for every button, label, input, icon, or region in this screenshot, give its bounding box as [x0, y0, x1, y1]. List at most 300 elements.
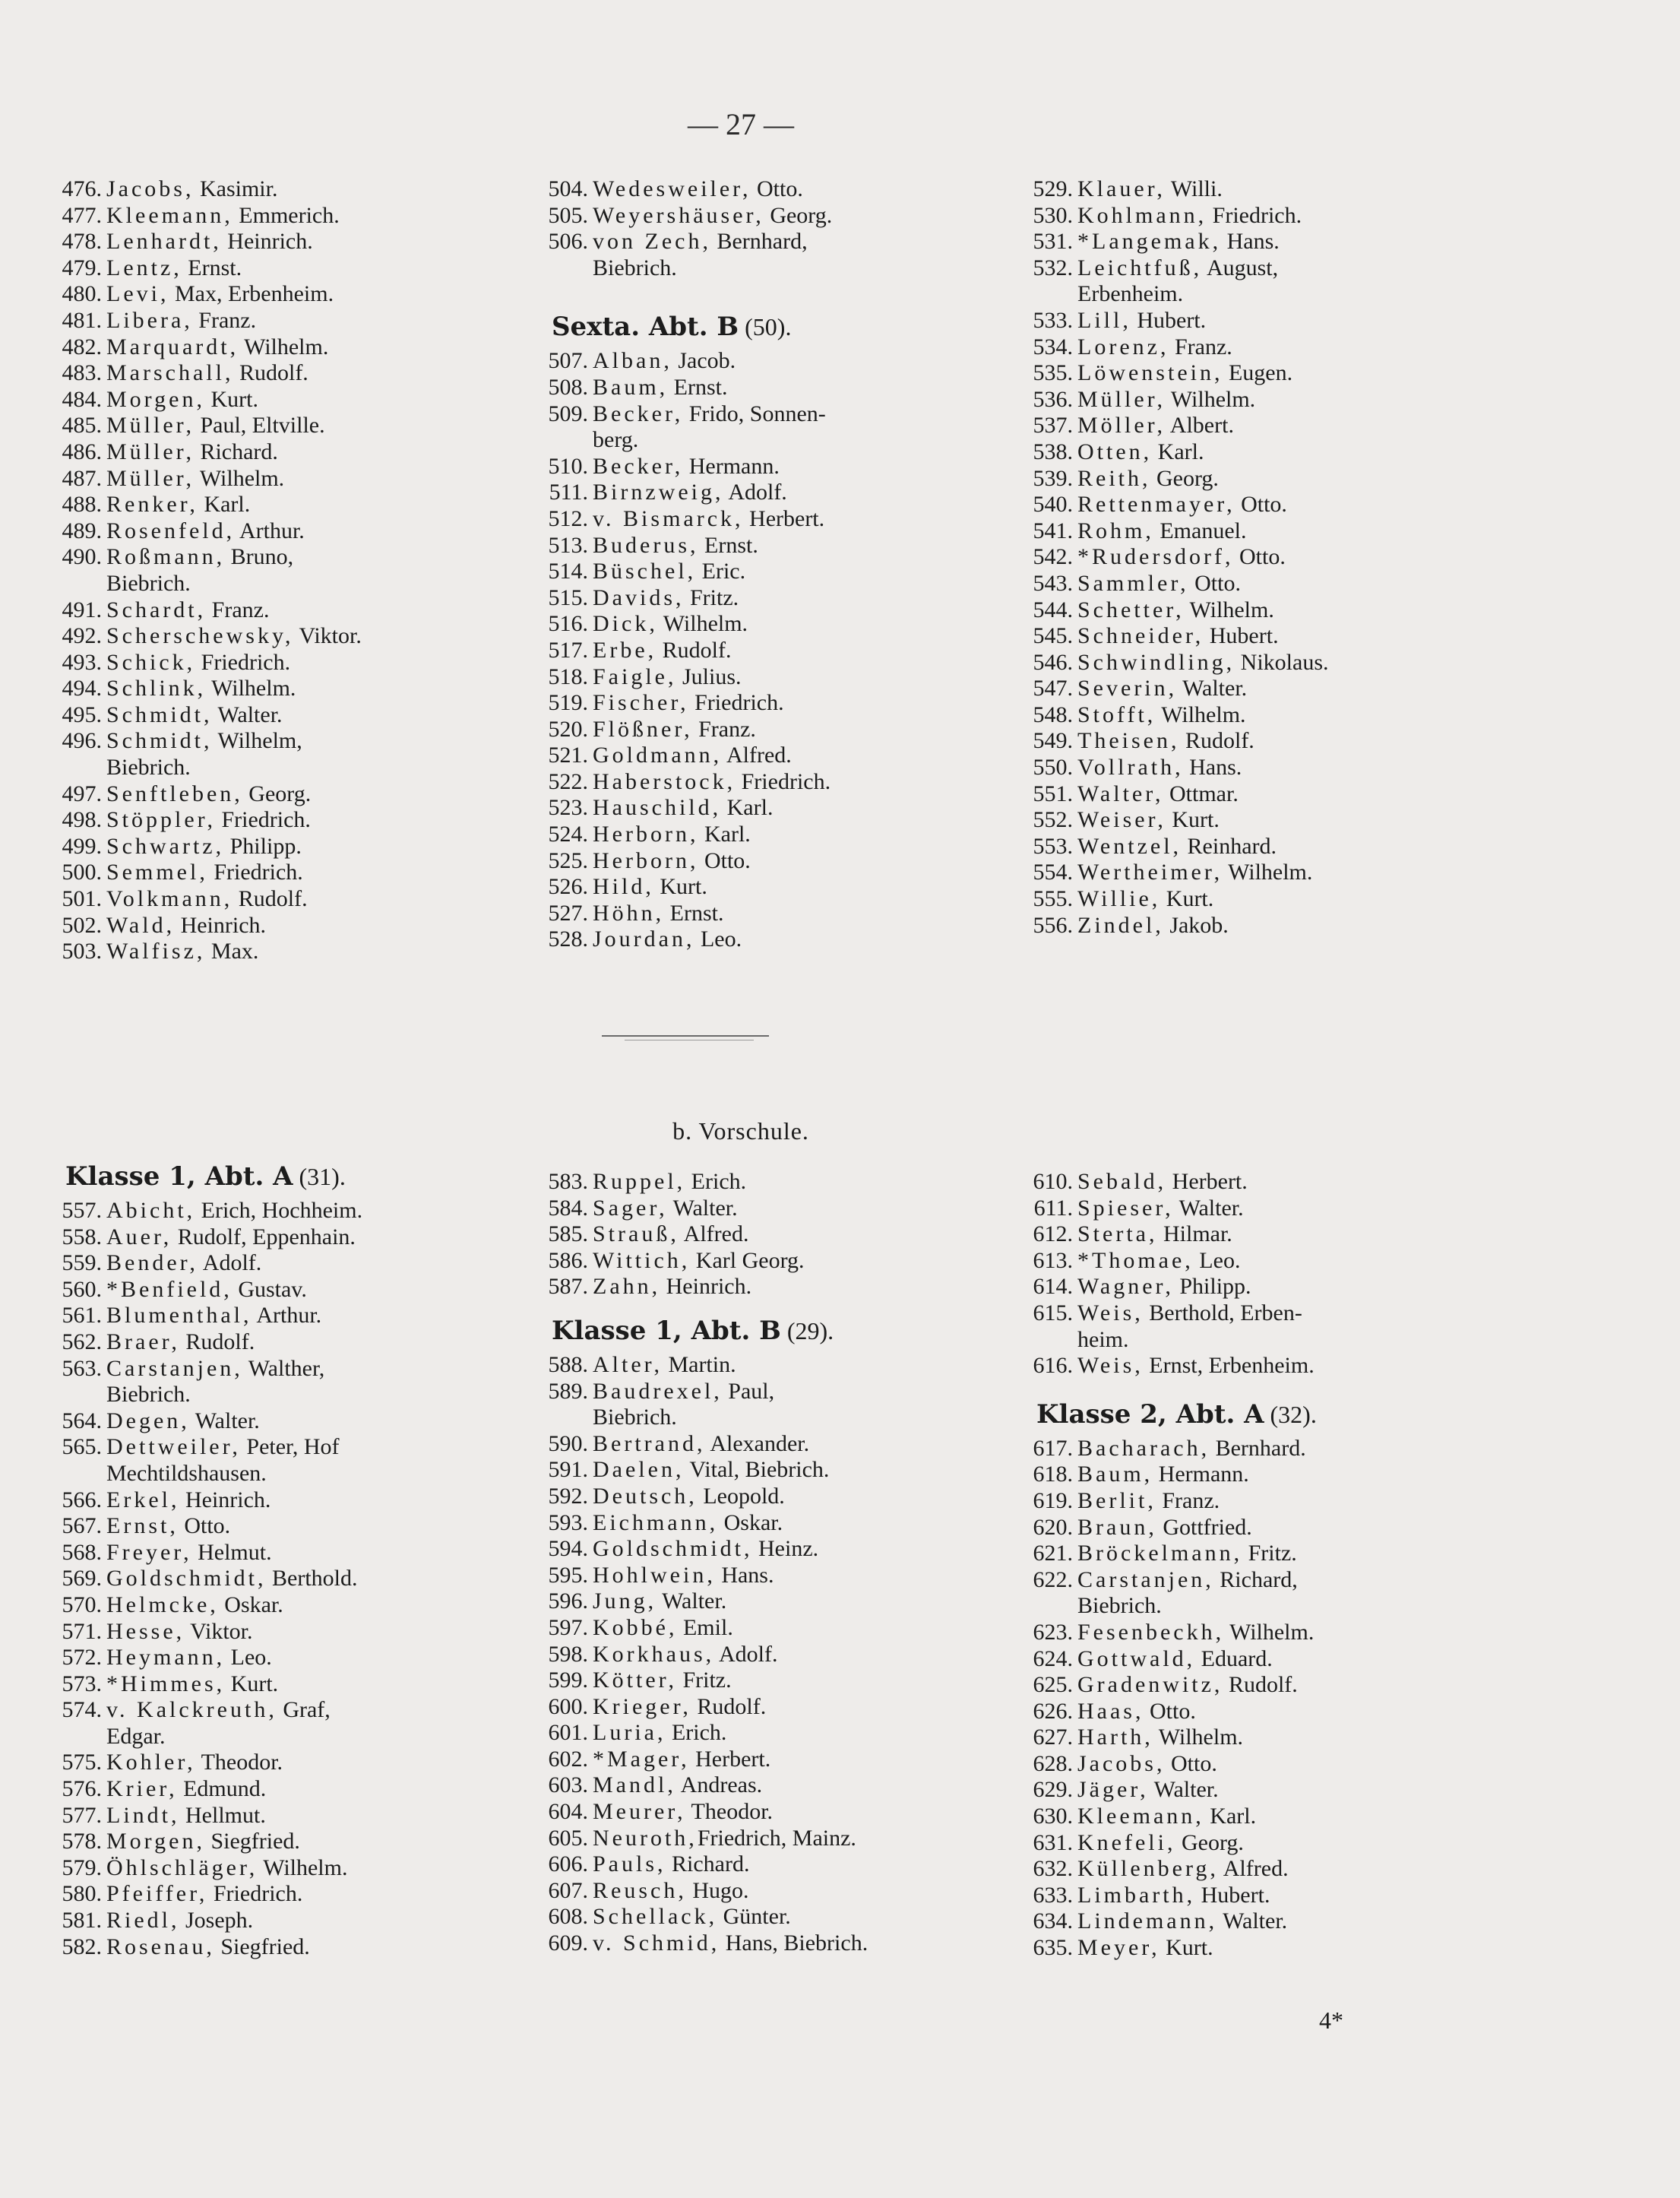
- entry-surname: Dick,: [593, 611, 658, 637]
- entry-surname: Riedl,: [106, 1908, 180, 1934]
- entry-given-name: Berthold.: [266, 1566, 358, 1591]
- list-item: [1014, 334, 1470, 361]
- list-item: [1014, 1169, 1470, 1196]
- entry-given-name: Hans, Biebrich.: [720, 1930, 868, 1956]
- list-item: [529, 690, 985, 717]
- entry-given-name: Rudolf.: [233, 360, 308, 386]
- entry-given-name: Hubert.: [1204, 623, 1279, 649]
- entry-number: 512.: [548, 505, 588, 531]
- list-item: [1014, 1462, 1470, 1488]
- entry-surname: Jäger,: [1077, 1777, 1149, 1803]
- entry-surname: Morgen,: [106, 386, 205, 412]
- list-item: [1014, 229, 1470, 255]
- entry-number: 599.: [548, 1668, 588, 1693]
- entry-given-name: Karl.: [198, 492, 251, 518]
- entry-given-name: Kurt.: [1166, 807, 1220, 833]
- entry-number: 480.: [62, 281, 102, 307]
- entry-number: 503.: [62, 939, 102, 964]
- list-item: [1014, 1620, 1470, 1646]
- entry-surname: Reusch,: [593, 1877, 687, 1903]
- entry-given-name: Franz.: [1169, 334, 1232, 359]
- entry-surname: *Mager,: [593, 1746, 690, 1772]
- entry-given-name: Erich, Hochheim.: [195, 1198, 363, 1223]
- entry-surname: Hild,: [593, 874, 654, 900]
- entry-number: 575.: [62, 1750, 102, 1775]
- list-item: [1014, 492, 1470, 518]
- entry-number: 497.: [62, 781, 102, 806]
- list-item: [43, 1277, 498, 1303]
- list-item: [529, 1615, 985, 1642]
- entry-number: 561.: [62, 1303, 102, 1329]
- column-3-bottom: [1014, 1169, 1470, 1962]
- list-item: [1014, 1488, 1470, 1515]
- list-item: [1014, 623, 1470, 650]
- entry-number: 518.: [548, 664, 588, 689]
- list-item: [1014, 308, 1470, 334]
- list-item: [1014, 1699, 1470, 1725]
- entry-continuation: heim.: [1077, 1326, 1129, 1352]
- list-item: [43, 676, 498, 702]
- entry-number: 525.: [548, 847, 588, 873]
- entry-given-name: Kasimir.: [194, 176, 278, 201]
- list-item: [43, 1487, 498, 1514]
- list-item: [1014, 1300, 1470, 1353]
- entry-number: 498.: [62, 807, 102, 833]
- entry-given-name: Rudolf.: [656, 637, 732, 663]
- list-item: [43, 1776, 498, 1803]
- list-item: [529, 1694, 985, 1721]
- entry-surname: Marquardt,: [106, 334, 239, 359]
- entry-given-name: Fritz.: [676, 1668, 732, 1693]
- list-item: [1014, 676, 1470, 702]
- entry-surname: Neuroth,: [593, 1825, 698, 1851]
- entry-number: 614.: [1033, 1274, 1073, 1300]
- list-item: [43, 281, 498, 308]
- list-item: [43, 360, 498, 387]
- entry-number: 559.: [62, 1250, 102, 1276]
- list-item: [1014, 1751, 1470, 1778]
- entry-number: 519.: [548, 690, 588, 716]
- entry-number: 478.: [62, 229, 102, 255]
- entry-surname: Höhn,: [593, 900, 665, 926]
- entry-number: 545.: [1033, 623, 1073, 649]
- entry-surname: Weis,: [1077, 1353, 1144, 1379]
- entry-surname: Ruppel,: [593, 1169, 686, 1194]
- entry-surname: Sager,: [593, 1195, 668, 1221]
- entry-given-name: Otto.: [1233, 544, 1286, 570]
- entry-continuation: Erbenheim.: [1077, 281, 1184, 307]
- entry-number: 516.: [548, 611, 588, 637]
- entry-number: 544.: [1033, 597, 1073, 622]
- entry-surname: Jung,: [593, 1588, 657, 1614]
- entry-surname: Roßmann,: [106, 544, 226, 570]
- entry-given-name: Ernst.: [182, 255, 242, 280]
- entry-surname: Walfisz,: [106, 939, 206, 964]
- entry-surname: Pfeiffer,: [106, 1881, 208, 1907]
- entry-given-name: Eugen.: [1223, 360, 1293, 386]
- entry-number: 562.: [62, 1329, 102, 1354]
- entry-number: 560.: [62, 1276, 102, 1302]
- entry-continuation: Mechtildshausen.: [106, 1460, 267, 1486]
- list-item: [529, 848, 985, 875]
- entry-surname: Wedesweiler,: [593, 176, 751, 201]
- entry-surname: Kötter,: [593, 1668, 677, 1693]
- entry-surname: Braun,: [1077, 1514, 1157, 1540]
- entry-continuation: Edgar.: [106, 1723, 166, 1749]
- entry-number: 573.: [62, 1671, 102, 1696]
- entry-given-name: Emmerich.: [233, 202, 340, 228]
- list-item: [1014, 1515, 1470, 1541]
- entry-surname: Sammler,: [1077, 570, 1189, 596]
- entry-surname: Kobbé,: [593, 1614, 678, 1640]
- entry-given-name: Rudolf.: [179, 1329, 255, 1354]
- entry-surname: Stöppler,: [106, 807, 216, 833]
- list-item: [529, 585, 985, 612]
- entry-surname: Schneider,: [1077, 623, 1204, 649]
- entry-given-name: Wilhelm.: [206, 676, 296, 702]
- list-item: [43, 308, 498, 334]
- list-item: [1014, 518, 1470, 545]
- entry-surname: Wittich,: [593, 1247, 691, 1273]
- list-item: [529, 1747, 985, 1773]
- entry-surname: Müller,: [106, 439, 195, 464]
- list-item: [43, 1697, 498, 1750]
- entry-surname: Strauß,: [593, 1221, 679, 1247]
- list-item: [43, 1908, 498, 1934]
- entry-number: 565.: [62, 1434, 102, 1460]
- entry-continuation: Biebrich.: [593, 1405, 677, 1430]
- entry-surname: Carstanjen,: [106, 1355, 243, 1381]
- list-item: [529, 638, 985, 664]
- entry-number: 628.: [1033, 1750, 1073, 1776]
- list-item: [529, 795, 985, 822]
- entry-surname: Spieser,: [1077, 1195, 1174, 1221]
- entry-surname: Buderus,: [593, 532, 699, 558]
- entry-given-name: Friedrich.: [207, 1881, 303, 1907]
- list-item: [43, 939, 498, 965]
- entry-given-name: Jacob.: [672, 348, 736, 374]
- entry-number: 524.: [548, 822, 588, 847]
- list-item: [529, 1221, 985, 1248]
- entry-given-name: Ernst.: [668, 374, 728, 400]
- entry-given-name: Martin.: [662, 1351, 736, 1377]
- entry-surname: Weyershäuser,: [593, 202, 764, 228]
- entry-surname: Stofft,: [1077, 702, 1156, 727]
- entry-surname: Küllenberg,: [1077, 1856, 1219, 1882]
- list-item: [43, 1356, 498, 1408]
- entry-given-name: Friedrich.: [207, 860, 303, 885]
- entry-number: 491.: [62, 597, 102, 622]
- entry-given-name: Ernst.: [698, 532, 758, 558]
- entry-surname: Baum,: [1077, 1462, 1153, 1487]
- entry-surname: Dettweiler,: [106, 1434, 241, 1460]
- entry-given-name: Bernhard.: [1210, 1435, 1306, 1461]
- entry-number: 633.: [1033, 1882, 1073, 1908]
- entry-number: 488.: [62, 492, 102, 518]
- entry-number: 557.: [62, 1198, 102, 1223]
- entry-given-name: Alfred.: [1218, 1856, 1289, 1882]
- entry-surname: Limbarth,: [1077, 1882, 1196, 1908]
- entry-given-name: Friedrich.: [736, 768, 831, 794]
- student-list: [43, 1198, 498, 1960]
- entry-surname: Schick,: [106, 649, 196, 675]
- entry-surname: Bröckelmann,: [1077, 1541, 1243, 1566]
- section-divider: [602, 1035, 769, 1037]
- list-item: [529, 203, 985, 230]
- entry-surname: v. Kalckreuth,: [106, 1697, 277, 1723]
- list-item: [529, 1510, 985, 1537]
- list-item: [43, 1619, 498, 1645]
- entry-number: 499.: [62, 833, 102, 859]
- entry-given-name: Hans.: [1221, 229, 1280, 255]
- entry-surname: Libera,: [106, 307, 193, 333]
- list-item: [529, 401, 985, 454]
- list-item: [529, 769, 985, 796]
- entry-surname: Erkel,: [106, 1487, 180, 1512]
- entry-surname: Goldmann,: [593, 743, 723, 768]
- entry-number: 541.: [1033, 518, 1073, 543]
- entry-number: 515.: [548, 584, 588, 610]
- list-item: [529, 1878, 985, 1905]
- entry-surname: Rohm,: [1077, 518, 1154, 543]
- list-item: [529, 1668, 985, 1694]
- entry-given-name: Otto.: [1144, 1698, 1196, 1724]
- entry-given-name: Erich.: [685, 1169, 747, 1194]
- entry-given-name: Ernst.: [664, 900, 724, 926]
- entry-given-name: Hilmar.: [1157, 1221, 1232, 1247]
- list-item: [529, 611, 985, 638]
- entry-number: 616.: [1033, 1353, 1073, 1379]
- entry-surname: Fesenbeckh,: [1077, 1619, 1225, 1645]
- entry-given-name: Hermann.: [683, 453, 780, 479]
- list-item: [43, 1750, 498, 1776]
- entry-number: 539.: [1033, 465, 1073, 491]
- student-list: [1014, 1436, 1470, 1962]
- entry-given-name: Alfred.: [679, 1221, 749, 1247]
- entry-number: 578.: [62, 1829, 102, 1854]
- entry-given-name: Viktor.: [293, 623, 362, 649]
- list-item: [1014, 544, 1470, 571]
- entry-given-name: Hans.: [715, 1562, 774, 1588]
- entry-given-name: Fritz.: [684, 584, 739, 610]
- entry-number: 598.: [548, 1641, 588, 1667]
- entry-number: 554.: [1033, 860, 1073, 885]
- entry-number: 610.: [1033, 1169, 1073, 1194]
- entry-number: 521.: [548, 743, 588, 768]
- section-heading-klasse-2a: Klasse 2, Abt. A (32).: [1036, 1398, 1317, 1430]
- entry-number: 631.: [1033, 1829, 1073, 1855]
- entry-surname: Löwenstein,: [1077, 360, 1223, 386]
- entry-number: 629.: [1033, 1777, 1073, 1803]
- list-item: [43, 860, 498, 886]
- entry-number: 635.: [1033, 1935, 1073, 1961]
- list-item: [529, 822, 985, 848]
- entry-continuation: Biebrich.: [106, 1382, 191, 1408]
- list-item: [529, 1930, 985, 1957]
- entry-given-name: Karl.: [1152, 439, 1204, 464]
- list-item: [43, 1540, 498, 1566]
- entry-surname: Goldschmidt,: [593, 1536, 753, 1562]
- entry-number: 479.: [62, 255, 102, 280]
- entry-given-name: Erich.: [666, 1720, 727, 1746]
- list-item: [529, 1588, 985, 1615]
- entry-surname: Korkhaus,: [593, 1641, 715, 1667]
- entry-number: 477.: [62, 202, 102, 228]
- list-item: [1014, 176, 1470, 203]
- entry-number: 494.: [62, 676, 102, 702]
- page-number: — 27 —: [688, 107, 794, 141]
- entry-number: 514.: [548, 559, 588, 584]
- entry-given-name: Otto.: [751, 176, 803, 201]
- entry-surname: Zahn,: [593, 1274, 661, 1300]
- entry-continuation: Biebrich.: [106, 755, 191, 781]
- entry-number: 550.: [1033, 755, 1073, 781]
- list-item: [43, 1566, 498, 1592]
- list-item: [1014, 886, 1470, 913]
- entry-given-name: Alexander.: [705, 1430, 810, 1456]
- entry-number: 481.: [62, 307, 102, 333]
- entry-given-name: Walther,: [242, 1355, 325, 1381]
- entry-number: 579.: [62, 1854, 102, 1880]
- list-item: [529, 1799, 985, 1826]
- column-1-top: [43, 176, 498, 965]
- section-heading-klasse-1b: Klasse 1, Abt. B (29).: [552, 1315, 834, 1346]
- entry-given-name: Rudolf.: [691, 1693, 767, 1719]
- list-item: [43, 439, 498, 466]
- list-item: [529, 533, 985, 559]
- entry-given-name: Wilhelm.: [258, 1854, 348, 1880]
- entry-surname: Harth,: [1077, 1725, 1153, 1750]
- entry-given-name: Ottmar.: [1163, 781, 1239, 806]
- entry-number: 603.: [548, 1772, 588, 1798]
- entry-given-name: Wilhelm.: [239, 334, 329, 359]
- entry-given-name: Max, Erbenheim.: [169, 281, 334, 307]
- list-item: [43, 1881, 498, 1908]
- entry-surname: Blumenthal,: [106, 1303, 252, 1329]
- entry-given-name: Kurt.: [653, 874, 707, 900]
- entry-number: 493.: [62, 649, 102, 675]
- entry-given-name: Heinz.: [752, 1536, 819, 1562]
- entry-surname: Otten,: [1077, 439, 1153, 464]
- entry-number: 564.: [62, 1408, 102, 1433]
- list-item: [1014, 203, 1470, 230]
- entry-given-name: Günter.: [717, 1904, 791, 1930]
- list-item: [43, 650, 498, 676]
- entry-number: 567.: [62, 1513, 102, 1539]
- entry-given-name: Walter.: [212, 702, 283, 727]
- entry-number: 522.: [548, 768, 588, 794]
- entry-given-name: Frido, Sonnen-: [683, 401, 826, 426]
- entry-given-name: Franz.: [692, 716, 756, 742]
- list-item: [529, 1431, 985, 1458]
- entry-given-name: Willi.: [1165, 176, 1223, 201]
- entry-given-name: Bernhard,: [710, 229, 808, 255]
- entry-surname: Krieger,: [593, 1693, 691, 1719]
- list-item: [529, 926, 985, 953]
- entry-number: 623.: [1033, 1619, 1073, 1645]
- entry-given-name: Walter.: [189, 1408, 260, 1433]
- entry-number: 618.: [1033, 1462, 1073, 1487]
- entry-surname: Vollrath,: [1077, 755, 1184, 781]
- entry-number: 622.: [1033, 1566, 1073, 1592]
- entry-given-name: Edmund.: [177, 1776, 267, 1802]
- entry-number: 625.: [1033, 1672, 1073, 1698]
- entry-number: 563.: [62, 1355, 102, 1381]
- entry-given-name: Eduard.: [1195, 1645, 1273, 1671]
- entry-number: 630.: [1033, 1804, 1073, 1829]
- entry-given-name: Oskar.: [218, 1591, 283, 1617]
- list-item: [529, 1352, 985, 1379]
- entry-surname: Berlit,: [1077, 1487, 1156, 1513]
- entry-number: 580.: [62, 1881, 102, 1907]
- list-item: [43, 203, 498, 230]
- list-item: [529, 1196, 985, 1222]
- entry-surname: Jacobs,: [1077, 1750, 1166, 1776]
- entry-given-name: Herbert.: [1166, 1169, 1248, 1194]
- entry-given-name: Hellmut.: [179, 1802, 266, 1828]
- list-item: [529, 454, 985, 480]
- entry-given-name: Georg.: [1150, 465, 1219, 491]
- entry-surname: Bender,: [106, 1250, 198, 1276]
- entry-given-name: Peter, Hof: [240, 1434, 340, 1460]
- entry-surname: Deutsch,: [593, 1483, 698, 1509]
- list-item: [529, 1169, 985, 1196]
- entry-given-name: Wilhelm.: [1184, 597, 1274, 622]
- entry-number: 605.: [548, 1825, 588, 1851]
- list-item: [43, 1513, 498, 1540]
- entry-continuation: Biebrich.: [1077, 1593, 1162, 1619]
- entry-given-name: Herbert.: [689, 1746, 771, 1772]
- entry-number: 572.: [62, 1645, 102, 1671]
- entry-surname: Kohler,: [106, 1750, 196, 1775]
- entry-given-name: Kurt.: [204, 386, 258, 412]
- list-item: [43, 834, 498, 860]
- list-item: [529, 1851, 985, 1878]
- list-item: [1014, 1221, 1470, 1248]
- list-item: [43, 728, 498, 781]
- entry-surname: Alban,: [593, 348, 672, 374]
- entry-number: 576.: [62, 1776, 102, 1802]
- entry-number: 602.: [548, 1746, 588, 1772]
- entry-surname: Schmidt,: [106, 728, 213, 754]
- list-item: [43, 1803, 498, 1829]
- list-item: [529, 559, 985, 585]
- entry-number: 538.: [1033, 439, 1073, 464]
- entry-number: 536.: [1033, 386, 1073, 412]
- entry-number: 505.: [548, 202, 588, 228]
- entry-surname: Möller,: [1077, 413, 1166, 439]
- entry-number: 574.: [62, 1697, 102, 1723]
- entry-surname: v. Bismarck,: [593, 505, 744, 531]
- entry-given-name: Kurt.: [1160, 1935, 1213, 1961]
- entry-surname: Severin,: [1077, 676, 1178, 702]
- entry-surname: *Thomae,: [1077, 1247, 1194, 1273]
- entry-surname: Luria,: [593, 1720, 666, 1746]
- entry-number: 500.: [62, 860, 102, 885]
- entry-surname: Lindemann,: [1077, 1908, 1218, 1934]
- entry-given-name: Hermann.: [1153, 1462, 1249, 1487]
- entry-given-name: Hans.: [1183, 755, 1242, 781]
- entry-surname: Herborn,: [593, 847, 699, 873]
- entry-surname: von Zech,: [593, 229, 711, 255]
- entry-number: 530.: [1033, 202, 1073, 228]
- list-item: [43, 176, 498, 203]
- list-item: [1014, 1883, 1470, 1909]
- entry-given-name: Andreas.: [675, 1772, 763, 1798]
- entry-number: 584.: [548, 1195, 588, 1221]
- entry-number: 476.: [62, 176, 102, 201]
- entry-surname: Wald,: [106, 912, 176, 938]
